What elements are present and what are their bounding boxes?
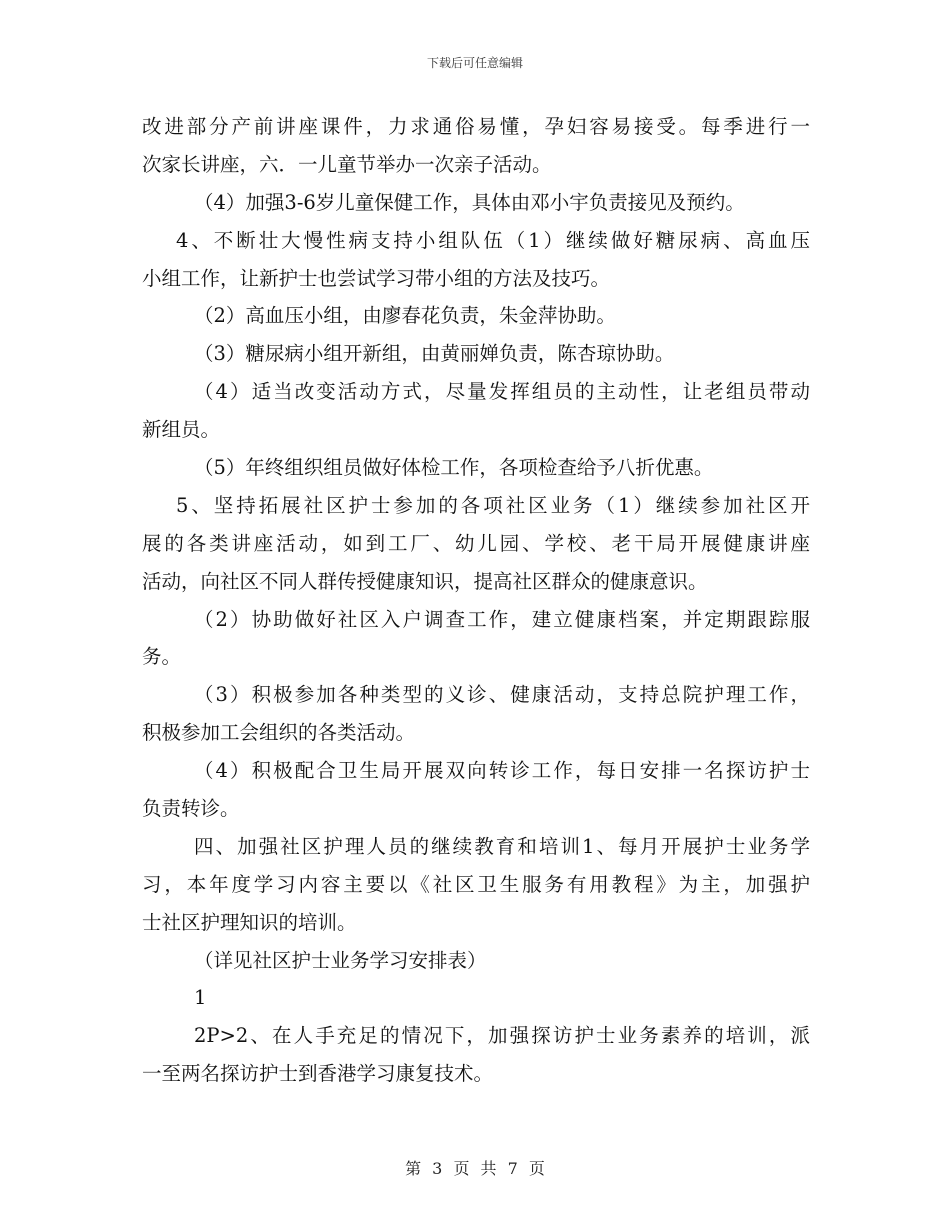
paragraph-line: （2）协助做好社区入户调查工作，建立健康档案，并定期跟踪服 (194, 607, 810, 631)
paragraph-line: 展的各类讲座活动，如到工厂、幼儿园、学校、老干局开展健康讲座 (142, 531, 810, 555)
paragraph-line: 一至两名探访护士到香港学习康复技术。 (142, 1062, 494, 1086)
page-header: 下载后可任意编辑 (426, 56, 523, 70)
paragraph-line: 活动，向社区不同人群传授健康知识，提高社区群众的健康意识。 (142, 569, 708, 593)
document-body (142, 108, 810, 1093)
paragraph-line: 改进部分产前讲座课件，力求通俗易懂，孕妇容易接受。每季进行一 (142, 115, 810, 138)
paragraph-line: 新组员。 (142, 418, 221, 442)
paragraph-line: 负责转诊。 (142, 797, 240, 821)
paragraph-line: 士社区护理知识的培训。 (142, 910, 357, 934)
paragraph-line: （4）加强3-6岁儿童保健工作，具体由邓小宇负责接见及预约。 (194, 190, 745, 214)
paragraph-line: （2）高血压小组，由廖春花负责，朱金萍协助。 (194, 304, 616, 328)
paragraph-line: （5）年终组织组员做好体检工作，各项检查给予八折优惠。 (194, 456, 714, 480)
paragraph-line: 1 (194, 986, 207, 1010)
page-footer: 第 3 页 共 7 页 (405, 1159, 545, 1178)
paragraph-line: （3）糖尿病小组开新组，由黄丽婵负责，陈杏琼协助。 (194, 342, 675, 366)
paragraph-line: 积极参加工会组织的各类活动。 (142, 721, 416, 745)
paragraph-line: 四、加强社区护理人员的继续教育和培训1、每月开展护士业务学 (194, 834, 810, 858)
paragraph-line: （4）适当改变活动方式，尽量发挥组员的主动性，让老组员带动 (194, 380, 810, 404)
paragraph-line: 务。 (142, 645, 182, 669)
paragraph-line: 5、坚持拓展社区护士参加的各项社区业务（1）继续参加社区开 (176, 493, 810, 517)
paragraph-line: 次家长讲座，六．一儿童节举办一次亲子活动。 (142, 152, 552, 176)
paragraph-line: （详见社区护士业务学习安排表） (194, 948, 487, 972)
paragraph-line: 2P>2、在人手充足的情况下，加强探访护士业务素养的培训，派 (194, 1024, 810, 1048)
paragraph-line: 习，本年度学习内容主要以《社区卫生服务有用教程》为主，加强护 (142, 872, 810, 896)
paragraph-line: （4）积极配合卫生局开展双向转诊工作，每日安排一名探访护士 (194, 759, 810, 783)
paragraph-line: （3）积极参加各种类型的义诊、健康活动，支持总院护理工作， (194, 683, 810, 707)
paragraph-line: 4、不断壮大慢性病支持小组队伍（1）继续做好糖尿病、高血压 (176, 228, 810, 252)
paragraph-line: 小组工作，让新护士也尝试学习带小组的方法及技巧。 (142, 266, 611, 290)
